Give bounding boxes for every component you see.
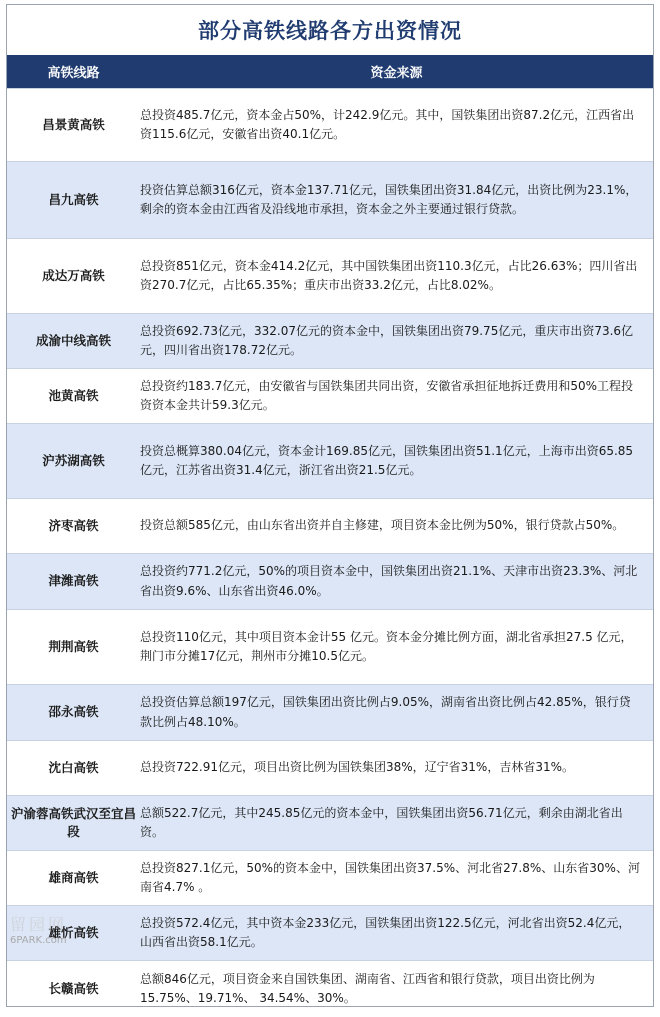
watermark — [10, 912, 130, 952]
row-funding-source: 总投资约183.7亿元，由安徽省与国铁集团共同出资，安徽省承担征地拆迁费用和50%工程投资资本金共计59.3亿元。 — [140, 378, 634, 412]
row-line-name: 昌九高铁 — [48, 191, 99, 207]
table-row — [7, 313, 653, 368]
row-funding-source: 总投资约771.2亿元，50%的项目资本金中，国铁集团出资21.1%、天津市出资23.3%、河北省出资9.6%、山东省出资46.0%。 — [140, 564, 638, 598]
table-row — [7, 795, 653, 850]
table-body — [7, 88, 653, 1017]
row-funding-source: 总投资692.73亿元，332.07亿元的资本金中，国铁集团出资79.75亿元，重庆市出资73.6亿元，四川省出资178.72亿元。 — [140, 323, 634, 357]
header-source: 资金来源 — [370, 66, 423, 81]
table-row — [7, 960, 653, 1017]
table-row — [7, 684, 653, 740]
row-funding-source: 投资总概算380.04亿元，资本金计169.85亿元，国铁集团出资51.1亿元，上海市出资65.85亿元，江苏省出资31.4亿元，浙江省出资21.5亿元。 — [140, 443, 634, 477]
row-line-name: 沪渝蓉高铁武汉至宜昌段 — [11, 805, 137, 839]
page-title: 部分高铁线路各方出资情况 — [198, 19, 462, 43]
table-header — [7, 55, 653, 88]
row-funding-source: 总投资110亿元，其中项目资本金计55 亿元。资本金分摊比例方面，湖北省承担27.5 亿元，荆门市分摊17亿元，荆州市分摊10.5亿元。 — [140, 629, 633, 663]
row-line-name: 邵永高铁 — [48, 704, 99, 720]
table-row — [7, 423, 653, 498]
table-row — [7, 368, 653, 423]
row-line-name: 成渝中线高铁 — [35, 332, 111, 348]
row-line-name: 济枣高铁 — [48, 517, 99, 533]
table-row — [7, 238, 653, 313]
header-line: 高铁线路 — [47, 66, 100, 81]
row-funding-source: 总额846亿元，项目资金来自国铁集团、湖南省、江西省和银行贷款，项目出资比例为15.75%、19.71%、 34.54%、30%。 — [140, 971, 595, 1005]
row-line-name: 沪苏湖高铁 — [42, 452, 105, 468]
table-row — [7, 88, 653, 161]
row-funding-source: 总投资827.1亿元，50%的资本金中，国铁集团出资37.5%、河北省27.8%、山东省30%、河南省4.7% 。 — [140, 860, 640, 894]
table-row — [7, 498, 653, 553]
watermark-logo: 留园网 — [10, 915, 68, 934]
row-line-name: 池黄高铁 — [48, 387, 99, 403]
row-line-name: 昌景黄高铁 — [42, 116, 105, 132]
row-funding-source: 总额522.7亿元，其中245.85亿元的资本金中，国铁集团出资56.71亿元，剩余由湖北省出资。 — [140, 805, 623, 839]
row-line-name: 沈白高铁 — [48, 759, 99, 775]
row-line-name: 成达万高铁 — [42, 267, 105, 283]
row-funding-source: 总投资851亿元，资本金414.2亿元，其中国铁集团出资110.3亿元，占比26.63%；四川省出资270.7亿元，占比65.35%；重庆市出资33.2亿元，占比8.02%。 — [140, 258, 638, 292]
table-row — [7, 161, 653, 238]
row-line-name: 雄忻高铁 — [48, 924, 99, 940]
row-funding-source: 投资估算总额316亿元，资本金137.71亿元，国铁集团出资31.84亿元，出资比例为23.1%，剩余的资本金由江西省及沿线地市承担，资本金之外主要通过银行贷款。 — [140, 182, 638, 216]
table-row — [7, 609, 653, 684]
row-funding-source: 总投资485.7亿元，资本金占50%，计242.9亿元。其中，国铁集团出资87.2亿元，江西省出资115.6亿元，安徽省出资40.1亿元。 — [140, 107, 635, 141]
row-line-name: 荆荆高铁 — [48, 638, 99, 654]
watermark-url: 6PARK.com — [10, 935, 67, 946]
row-funding-source: 总投资722.91亿元，项目出资比例为国铁集团38%，辽宁省31%，吉林省31%。 — [140, 760, 575, 775]
table-row — [7, 553, 653, 609]
row-line-name: 雄商高铁 — [48, 869, 99, 885]
row-line-name: 长赣高铁 — [48, 980, 99, 996]
row-funding-source: 总投资572.4亿元，其中资本金233亿元，国铁集团出资122.5亿元，河北省出资52.4亿元，山西省出资58.1亿元。 — [140, 915, 631, 949]
table-row — [7, 850, 653, 905]
row-funding-source: 投资总额585亿元，由山东省出资并自主修建，项目资本金比例为50%，银行贷款占50%。 — [140, 518, 625, 533]
row-line-name: 津潍高铁 — [48, 573, 99, 589]
table-row — [7, 740, 653, 795]
row-funding-source: 总投资估算总额197亿元，国铁集团出资比例占9.05%，湖南省出资比例占42.85%，银行贷款比例占48.10%。 — [140, 695, 631, 729]
